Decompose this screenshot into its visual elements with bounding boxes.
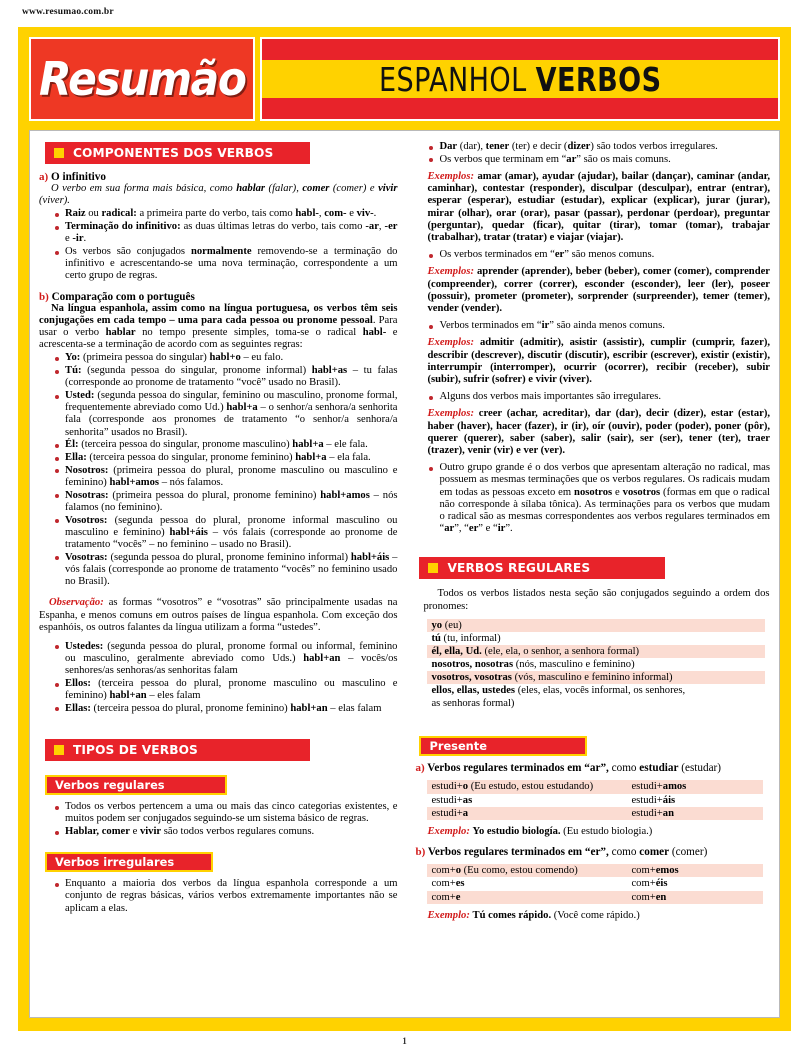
t: (dar), (457, 141, 486, 152)
t: – elas falam (327, 702, 382, 714)
t: an (662, 808, 674, 820)
exemplos-items: amar (amar), ayudar (ajudar), bailar (dançar), caminar (andar, caminhar), contestar (responder), disculpar (desculpar), entrar (entrar), esperar (esperar), estudiar (estudar), explicar (explicar), jurar (jurar), mirar (olhar), orar (orar), pasar (passar), perdonar (perdoar), preguntar (perguntar), quedar (ficar), quitar (tirar), tomar (tomar), trabajar (trabalhar), tratar (tratar) e viajar (viajar). (427, 170, 771, 243)
t: como (608, 845, 640, 858)
exemplos-items: admitir (admitir), asistir (assistir), cumplir (cumprir, fazer), describir (descrever), discutir (discutir), escribir (escrever), existir (existir), interrumpir (interromper), ocurrir (ocorrer), recibir (receber), subir (subir), sufrir (sofrer) e vivir (viver). (427, 337, 770, 385)
t: -er (384, 221, 398, 233)
pronoun-name: Vosotros: (65, 514, 108, 526)
section-header-label: COMPONENTES DOS VERBOS (73, 146, 274, 160)
t: ”. (505, 523, 513, 535)
brand-text: Resumão (38, 52, 246, 106)
t: e (129, 826, 140, 838)
subsection-a-title: O infinitivo (50, 171, 106, 183)
list-item (55, 208, 397, 220)
exemplo-ar-sentence (427, 826, 770, 838)
title-subject: ESPANHOL (378, 59, 536, 99)
list-marker-a: a) (39, 171, 49, 183)
t: com+ (431, 891, 456, 903)
list-item (427, 697, 765, 710)
t: . (373, 208, 377, 220)
verbos-regulares-bullets (39, 801, 397, 838)
t: o (462, 781, 469, 793)
list-item (427, 658, 765, 671)
t: er (468, 523, 479, 535)
t: habl- (362, 327, 387, 339)
t: (nós, masculino e feminino) (513, 659, 635, 671)
t: (terceira pessoa do plural, pronome feminino) (90, 702, 291, 714)
subheader-label: Presente (429, 739, 487, 754)
conjugated-form: habl+a (292, 439, 324, 451)
exemplos-label: Exemplos: (427, 337, 474, 349)
infinitivo-bullets (39, 208, 397, 282)
comparacao-intro (39, 303, 397, 352)
exemplos-ar (427, 171, 770, 244)
t: (terceira pessoa do plural, pronome masculino ou masculino e feminino) (65, 678, 398, 702)
list-item (55, 703, 397, 715)
t: ” são os mais comuns. (576, 153, 671, 165)
t: com+ (631, 891, 656, 903)
t: (segunda pessoa do singular, feminino ou masculino, pronome formal, frequentemente abreviado como Ud.) (65, 390, 398, 414)
observacao-note (39, 597, 397, 634)
list-item (427, 619, 765, 632)
t: (eles, elas, vocês informal, os senhores, (515, 685, 686, 697)
t: Os verbos que terminam em “ (439, 153, 567, 165)
t: viv- (356, 208, 374, 220)
table-cell (431, 807, 631, 820)
table-cell (631, 877, 759, 890)
conjugated-form: habl+a (226, 402, 258, 414)
t: as duas últimas letras do verbo, tais como (180, 221, 366, 233)
t: Os verbos são conjugados (65, 246, 191, 258)
t: ir (497, 523, 506, 535)
t: (primeira pessoa do plural, pronome masculino ou masculino e feminino) (65, 464, 398, 488)
pronoun: tú (431, 633, 441, 645)
spanish-flag-banner (260, 37, 780, 121)
verbos-regulares-intro: Todos os verbos listados nesta seção são conjugados seguindo a ordem dos pronomes: (423, 588, 770, 612)
table-row (427, 807, 763, 820)
radical-change-bullet (413, 462, 770, 535)
t: , (318, 208, 325, 220)
t: (segunda pessoa do singular, pronome informal) (81, 365, 312, 377)
subheader-verbos-irregulares (45, 852, 213, 872)
t: (segunda pessoa do plural, pronome feminino informal) (107, 551, 351, 563)
t: nosotros (574, 486, 613, 498)
verbos-irregulares-bullets (39, 878, 397, 915)
ir-bullet (413, 320, 770, 332)
conjugated-form: habl+a (295, 452, 327, 464)
t: Outro grupo grande é o dos verbos que apresentam alteração no radical, mas possuem as mesmas terminações que os verbos regulares. Os radicais mudam em todas as pessoas exceto em (439, 462, 770, 498)
list-item (55, 678, 397, 702)
table-row (427, 794, 763, 807)
t: e acrescenta-se a terminação de acordo com as seguintes regras: (39, 327, 398, 351)
pronoun-name: Nosotras: (65, 489, 109, 501)
t: Verbos regulares terminados em “er”, (427, 845, 609, 858)
list-item: Enquanto a maioria dos verbos da língua espanhola corresponde a um conjunto de regras básicas, vários verbos extremamente importantes não se aplicam a elas. (55, 878, 397, 915)
t: estudi+ (431, 794, 463, 806)
section-header-label: TIPOS DE VERBOS (73, 743, 198, 758)
pronoun: vosotros, vosotras (431, 672, 512, 684)
t: – eu falo. (240, 352, 284, 364)
exemplos-items: aprender (aprender), beber (beber), comer (comer), comprender (compreender), correr (correr), esconder (esconder), leer (ler), poseer (possuir), prometer (prometer), sorprender (surpreender), temer (temer), vender (vender). (427, 266, 770, 314)
exemplo-er-sentence (427, 910, 770, 922)
t: – ela fala. (326, 452, 371, 464)
list-item (427, 632, 765, 645)
pronoun-name: Yo: (65, 352, 81, 364)
t: – vós falais (corresponde ao pronome de tratamento “vocês” no feminino usado no Brasil). (65, 551, 398, 588)
t: com- (324, 208, 347, 220)
t: – eles falam (146, 690, 201, 702)
t: tener (485, 141, 510, 152)
t: ”, “ (454, 523, 469, 535)
pronoun-name: Nosotros: (65, 464, 109, 476)
t: (primeira pessoa do singular) (80, 352, 210, 364)
list-marker-b: b) (415, 845, 426, 858)
table-row (427, 780, 763, 793)
pronoun: ellos, ellas, ustedes (431, 685, 516, 697)
list-item: Todos os verbos pertencem a uma ou mais das cinco categorias existentes, e muitos podem ser conjugados seguindo-se um sistema básico de regras. (55, 801, 397, 825)
t: como (608, 762, 640, 775)
list-item (55, 246, 397, 283)
t: removendo-se a terminação do infinitivo e acrescentando-se uma nova terminação, correspondente a um certo grupo de regras. (65, 246, 398, 282)
t: Os verbos terminados em “ (439, 249, 555, 261)
t: (Eu estudo, estou estudando) (468, 781, 594, 793)
t: com+ (631, 878, 656, 890)
list-marker-b: b) (39, 290, 49, 303)
t: o (455, 864, 461, 876)
list-item (55, 490, 397, 514)
right-column (411, 139, 770, 1011)
table-cell (431, 877, 631, 890)
left-column (39, 139, 397, 1011)
list-item (429, 154, 770, 166)
exemplo-label: Exemplo: (427, 826, 470, 838)
table-cell (431, 891, 631, 904)
t: e (455, 891, 461, 903)
list-marker-a: a) (415, 762, 425, 775)
subsection-a-infinitivo (39, 171, 397, 183)
conjugation-table-er (427, 864, 763, 904)
t: estudi+ (431, 808, 463, 820)
conjugated-form: habl+amos (109, 476, 160, 488)
t: (eu) (442, 620, 462, 632)
conjugated-form: habl+an (303, 653, 341, 665)
flag-band-bottom (262, 98, 778, 119)
masthead (23, 32, 786, 126)
page-title (379, 60, 661, 99)
list-item (55, 452, 397, 464)
pronoun: yo (431, 620, 443, 632)
square-bullet-icon (428, 563, 438, 573)
table-cell (631, 794, 759, 807)
t: (primeira pessoa do plural, pronome feminino) (108, 489, 321, 501)
t: áis (662, 794, 676, 806)
t: (comer) e (329, 183, 379, 194)
content-sheet (29, 130, 780, 1018)
t: a primeira parte do verbo, tais como (136, 208, 296, 220)
conjugated-form: habl+as (311, 365, 348, 377)
t: normalmente (190, 246, 252, 258)
pronoun-name: Ella: (65, 452, 87, 464)
t: – nós falamos. (159, 476, 224, 488)
conjugation-table-ar (427, 780, 763, 820)
list-item (429, 141, 770, 153)
t: (comer) (669, 845, 708, 858)
t: a (462, 808, 469, 820)
observacao-label: Observação: (49, 597, 104, 609)
t: com+ (431, 878, 456, 890)
t: ou (85, 208, 102, 220)
t: ” são ainda menos comuns. (549, 320, 665, 332)
t: e (346, 208, 357, 220)
table-cell (631, 864, 759, 877)
list-item (55, 465, 397, 489)
infinitivo-intro (39, 183, 397, 207)
presente-ar-title (415, 762, 770, 774)
title-topic: VERBOS (535, 59, 662, 99)
t: er (554, 249, 565, 261)
section-header-componentes (45, 142, 310, 164)
section-header-verbos-regulares (419, 557, 665, 579)
pronoun-name: Ellos: (65, 678, 91, 690)
irregular-bullet (413, 391, 770, 403)
pronoun: él, ella, Ud. (431, 646, 482, 658)
t: (Você come rápido.) (551, 910, 640, 922)
list-item (55, 515, 397, 552)
square-bullet-icon (54, 148, 64, 158)
t: (Eu como, estou comendo) (461, 864, 578, 876)
subheader-presente (419, 736, 587, 756)
t: as senhoras formal) (431, 698, 515, 710)
t: ” são menos comuns. (564, 249, 655, 261)
pronoun-name: Tú: (65, 365, 82, 377)
list-item (429, 249, 770, 261)
irregular-intro-bullets (413, 141, 770, 166)
pronoun-conjugation-list-2 (39, 641, 397, 715)
subsection-b-comparacao (39, 291, 397, 303)
t: radical: (101, 208, 137, 220)
t: – vós falais (corresponde ao pronome de tratamento “vocês” – no feminino – usado no Brasil). (65, 526, 398, 550)
t: – nós falamos (no feminino). (65, 489, 398, 513)
t: es (455, 878, 465, 890)
t: ) são todos verbos irregulares. (590, 141, 718, 152)
t: (vós, masculino e feminino informal) (511, 672, 673, 684)
t: , (378, 221, 385, 233)
t: ir (541, 320, 550, 332)
conjugated-form: habl+áis (350, 551, 390, 563)
t: Na língua espanhola, assim como na língua portuguesa, os verbos têm seis conjugações em cada tempo – uma para cada pessoa ou pronome pessoal (39, 302, 398, 326)
list-item (55, 552, 397, 589)
table-cell (631, 891, 759, 904)
subsection-b-title: Comparação com o português (51, 290, 195, 303)
t: – o senhor/a senhora/a senhorita fala (corresponde aos pronomes de tratamento “o senhor/a senhora/a senhorita” usados no Brasil). (65, 402, 398, 438)
pronoun-name: Vosotras: (65, 551, 108, 563)
t: (falar), (265, 183, 303, 194)
table-row (427, 864, 763, 877)
table-cell (631, 807, 759, 820)
verb-hablar: hablar (236, 183, 266, 194)
t: estudi+ (431, 781, 463, 793)
conjugated-form: habl+an (109, 690, 147, 702)
t: (estudar) (678, 762, 722, 775)
list-item (55, 826, 397, 838)
subheader-label: Verbos irregulares (55, 855, 175, 870)
exemplos-irregulares (427, 408, 770, 457)
subheader-verbos-regulares (45, 775, 227, 795)
table-cell (431, 794, 631, 807)
t: são todos verbos regulares comuns. (161, 826, 315, 838)
table-row (427, 891, 763, 904)
t: ar (444, 523, 455, 535)
exemplos-label: Exemplos: (427, 408, 474, 420)
t: (segunda pessoa do plural, pronome informal masculino ou masculino e feminino) (65, 514, 398, 538)
t: estudiar (639, 762, 679, 775)
t: (terceira pessoa do singular, pronome feminino) (86, 452, 296, 464)
t: vivir (139, 826, 162, 838)
t: -ir (72, 233, 84, 245)
brand-logo (29, 37, 255, 121)
table-cell (431, 864, 631, 877)
t: estudi+ (631, 808, 663, 820)
pronoun-name: Usted: (65, 390, 95, 402)
t: vosotros (622, 486, 661, 498)
t: – ele fala. (323, 439, 368, 451)
presente-er-title (415, 846, 770, 858)
section-header-label: VERBOS REGULARES (447, 561, 591, 576)
section-header-tipos (45, 739, 310, 761)
t: (tu, informal) (440, 633, 501, 645)
list-item (55, 352, 397, 364)
conjugated-form: habl+o (209, 352, 241, 364)
t: – vocês/os senhores/as senhoras/as senhoritas falam (65, 653, 398, 677)
list-item (55, 390, 397, 439)
t: (Eu estudo biologia.) (560, 826, 653, 838)
list-item (427, 671, 765, 684)
t: emos (655, 864, 679, 876)
t: O verbo em sua forma mais básica, como (51, 183, 237, 194)
t: dizer (567, 141, 591, 152)
t: en (655, 891, 667, 903)
t: (terceira pessoa do singular, pronome masculino) (78, 439, 293, 451)
t: com+ (631, 864, 656, 876)
t: – tu falas (corresponde ao pronome de tratamento “você” usado no Brasil). (65, 365, 398, 389)
t: e (65, 233, 73, 245)
t: Verbos terminados em “ (439, 320, 542, 332)
list-item (55, 221, 397, 245)
list-item (429, 462, 770, 535)
pronoun-name: Ustedes: (65, 640, 104, 652)
t: com+ (431, 864, 456, 876)
pronoun-conjugation-list (39, 352, 397, 588)
conjugated-form: habl+áis (169, 526, 208, 538)
flag-band-top (262, 39, 778, 60)
pronoun-name: Ellas: (65, 702, 91, 714)
list-item (55, 439, 397, 451)
table-cell (631, 780, 759, 793)
t: habl- (295, 208, 319, 220)
t: comer (639, 845, 670, 858)
conjugated-form: habl+an (290, 702, 328, 714)
t: estudi+ (631, 781, 663, 793)
t: Dar (439, 141, 458, 152)
pronoun: nosotros, nosotras (431, 659, 514, 671)
t: Terminação do infinitivo: (65, 221, 181, 233)
exemplos-label: Exemplos: (427, 266, 474, 278)
square-bullet-icon (54, 745, 64, 755)
page-number: 1 (402, 1036, 407, 1046)
er-bullet (413, 249, 770, 261)
t: (ter) e decir ( (509, 141, 568, 152)
t: Hablar, comer (65, 826, 130, 838)
t: -ar (365, 221, 379, 233)
pronoun-order-list (427, 619, 765, 710)
t: as (462, 794, 473, 806)
pronoun-name: Él: (65, 439, 79, 451)
subheader-label: Verbos regulares (55, 778, 165, 793)
list-item (55, 641, 397, 678)
table-row (427, 877, 763, 890)
exemplos-items: creer (achar, acreditar), dar (dar), decir (dizer), estar (estar), haber (haver), hacer (fazer), ir (ir), oír (ouvir), poder (poder), poner (pôr), querer (querer), saber (saber), salir (sair), ser (ser), tener (ter), traer (trazer), venir (vir) e ver (ver). (427, 408, 770, 456)
t: (formas em que o radical não corresponde à sílaba tônica). As terminações para os verbos que mudam o radical são as mesmas correspondentes aos verbos regulares terminados em “ (439, 486, 770, 535)
exemplos-ir (427, 337, 770, 386)
exemplos-er (427, 266, 770, 315)
t: éis (655, 878, 668, 890)
list-item: Alguns dos verbos mais importantes são irregulares. (429, 391, 770, 403)
table-cell (431, 780, 631, 793)
t: . Para usar o verbo (39, 314, 398, 339)
list-item (55, 365, 397, 389)
list-item (427, 645, 765, 658)
t: ar (566, 153, 577, 165)
list-item (429, 320, 770, 332)
t: Verbos regulares terminados em “ar”, (427, 762, 609, 775)
t: . (83, 233, 87, 245)
t: hablar (105, 327, 136, 339)
site-url: www.resumao.com.br (22, 7, 114, 17)
t: e (612, 486, 623, 498)
exemplo-label: Exemplo: (427, 910, 470, 922)
observacao-text: as formas “vosotros” e “vosotras” são principalmente usadas na Espanha, e menos comuns em outros países de língua espanhola. Com exceção dos espanhóis, os outros falantes da língua utilizam a forma “ustedes”. (39, 597, 398, 633)
exemplos-label: Exemplos: (427, 170, 474, 182)
t: Raiz (65, 208, 86, 220)
t: Tú comes rápido. (472, 910, 552, 922)
verb-comer: comer (302, 183, 330, 194)
t: Yo estudio biología. (472, 826, 561, 838)
t: (segunda pessoa do plural, pronome formal ou informal, feminino ou masculino, geralmente abreviado como Uds.) (65, 640, 398, 665)
t: ” e “ (478, 523, 498, 535)
t: amos (662, 781, 687, 793)
conjugated-form: habl+amos (320, 489, 370, 501)
verb-vivir: vivir (378, 183, 398, 194)
t: (viver). (39, 195, 70, 207)
list-item (427, 684, 765, 697)
t: estudi+ (631, 794, 663, 806)
t: (ele, ela, o senhor, a senhora formal) (481, 646, 640, 658)
page-frame (18, 27, 791, 1031)
t: no tempo presente simples, toma-se o radical (135, 327, 363, 339)
